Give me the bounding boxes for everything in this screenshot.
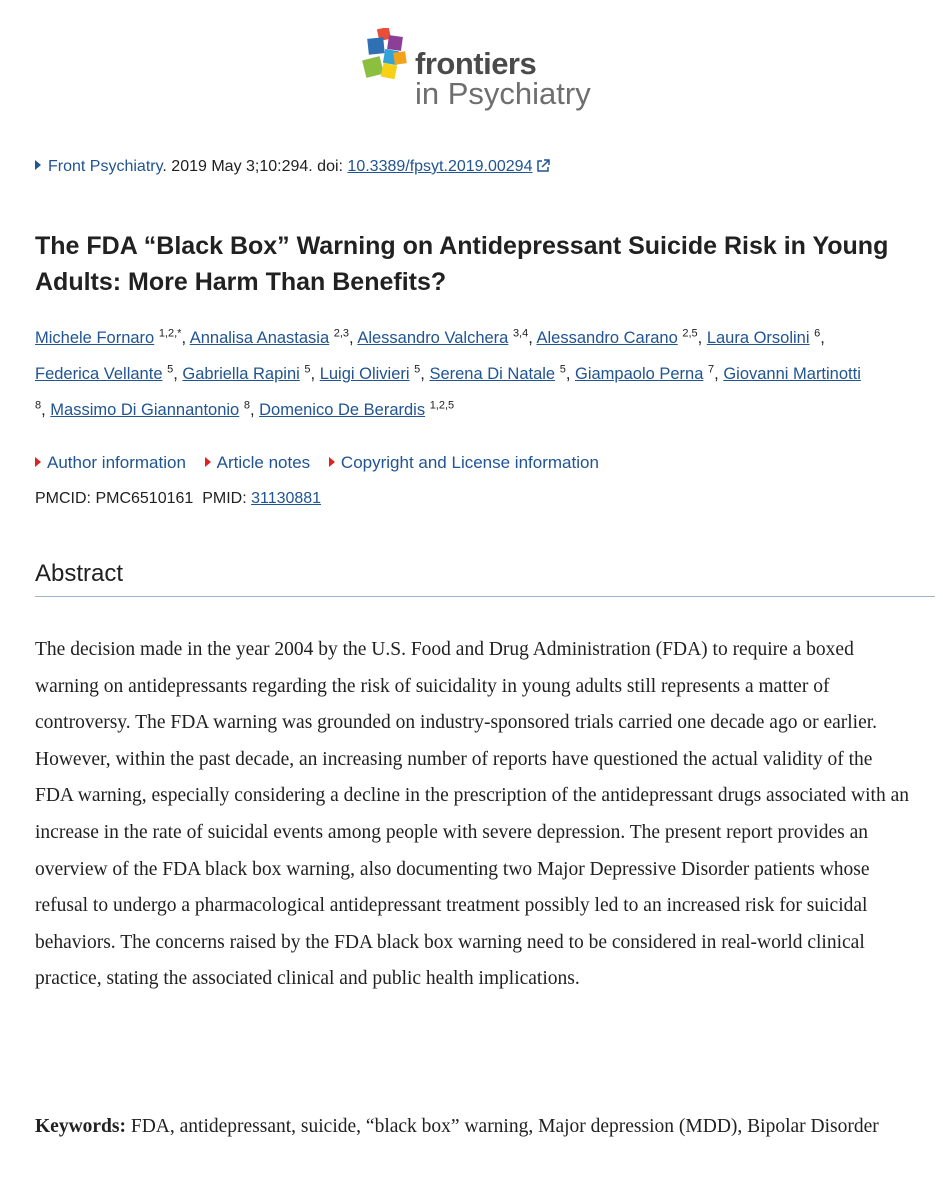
copyright-license-toggle[interactable] xyxy=(329,453,599,472)
affiliation-number: 8 xyxy=(35,399,42,412)
affiliation-number: 1,2,5 xyxy=(429,399,455,412)
copyright-license-label: Copyright and License information xyxy=(340,453,599,472)
article-info-links xyxy=(35,453,613,473)
author-link[interactable]: Laura Orsolini xyxy=(706,329,810,347)
external-link-icon[interactable] xyxy=(536,159,550,173)
pmcid: PMCID: PMC6510161 xyxy=(35,490,194,507)
article-title: The FDA “Black Box” Warning on Antidepressant Suicide Risk in Young Adults: More Harm Than Benefits? xyxy=(35,232,889,296)
caret-right-icon xyxy=(35,160,41,170)
affiliation-number: 5 xyxy=(414,363,421,376)
journal-link[interactable]: Front Psychiatry xyxy=(48,158,163,175)
article-identifiers xyxy=(35,490,321,508)
keywords xyxy=(35,1109,915,1146)
affiliation-number: 8 xyxy=(243,399,250,412)
affiliation-number: 2,5 xyxy=(682,327,698,340)
author-list: Michele Fornaro $^{1,2,*}$, Annalisa Anastasia $^{2,3}$, Alessandro Valchera $^{3,4}$, Alessandro Carano $^{2,5}$, Laura Orsolini $^6$, Federica Vellante $^5$, Gabriella Rapini $^5$, Luigi Olivieri $^5$, Serena Di Natale $^5$, Giampaolo Perna $^7$, Giovanni Martinotti $^8$, Massimo Di Giannantonio $^8$, Domenico De Berardis $^{1,2,5}$ xyxy=(35,327,861,419)
article-notes-label: Article notes xyxy=(216,453,311,472)
affiliation-number: 6 xyxy=(814,327,821,340)
affiliation-number: 5 xyxy=(167,363,174,376)
author-link[interactable]: Giampaolo Perna xyxy=(575,365,704,383)
author-link[interactable]: Domenico De Berardis xyxy=(259,401,426,419)
caret-right-icon xyxy=(35,457,41,467)
keywords-label: Keywords: xyxy=(35,1116,126,1137)
caret-right-icon xyxy=(205,457,211,467)
affiliation-number: 3,4 xyxy=(512,327,529,340)
abstract-text: The decision made in the year 2004 by the U.S. Food and Drug Administration (FDA) to require a boxed warning on antidepressants regarding the risk of suicidality in young adults still represents a matter of controversy. The FDA warning was grounded on industry-sponsored trials carried one decade ago or earlier. However, within the past decade, an increasing number of reports have questioned the actual validity of the FDA warning, especially considering a decline in the prescription of the antidepressant drugs associated with an increase in the rate of suicidal events among people with severe depression. The present report provides an overview of the FDA black box warning, also documenting two Major Depressive Disorder patients whose refusal to undergo a pharmacological antidepressant treatment possibly led to an increased risk for suicidal behaviors. The concerns raised by the FDA black box warning need to be considered in real-world clinical practice, stating the associated clinical and public health implications. xyxy=(35,639,910,990)
affiliation-number: 5 xyxy=(559,363,566,376)
citation-line xyxy=(35,158,550,176)
affiliation-number: 1,2,* xyxy=(158,327,182,340)
author-link[interactable]: Giovanni Martinotti xyxy=(723,365,861,383)
author-link[interactable]: Alessandro Valchera xyxy=(357,329,509,347)
article-notes-toggle[interactable] xyxy=(205,453,311,472)
affiliation-number: 5 xyxy=(304,363,311,376)
author-link[interactable]: Michele Fornaro xyxy=(35,329,155,347)
logo-word-journal: in Psychiatry xyxy=(415,76,591,111)
author-link[interactable]: Luigi Olivieri xyxy=(319,365,410,383)
journal-logo xyxy=(360,28,620,118)
frontiers-logo-icon xyxy=(360,28,408,84)
doi-link[interactable]: 10.3389/fpsyt.2019.00294 xyxy=(347,158,533,175)
author-link[interactable]: Federica Vellante xyxy=(35,365,163,383)
pmid-link[interactable]: 31130881 xyxy=(251,490,322,507)
author-link[interactable]: Gabriella Rapini xyxy=(182,365,300,383)
author-link[interactable]: Serena Di Natale xyxy=(429,365,556,383)
logo-word-frontiers: frontiers xyxy=(415,46,537,81)
caret-right-icon xyxy=(329,457,335,467)
section-divider xyxy=(35,596,935,597)
affiliation-number: 2,3 xyxy=(333,327,350,340)
pmid-label: PMID: xyxy=(202,490,252,507)
author-link[interactable]: Alessandro Carano xyxy=(536,329,678,347)
affiliation-number: 7 xyxy=(708,363,715,376)
author-information-toggle[interactable] xyxy=(35,453,186,472)
author-information-label: Author information xyxy=(47,453,186,472)
author-link[interactable]: Massimo Di Giannantonio xyxy=(50,401,240,419)
abstract-heading: Abstract xyxy=(35,560,124,587)
citation-details: . 2019 May 3;10:294. doi: xyxy=(162,158,348,175)
keywords-list: FDA, antidepressant, suicide, “black box” warning, Major depression (MDD), Bipolar Disorder xyxy=(126,1116,879,1137)
author-link[interactable]: Annalisa Anastasia xyxy=(189,329,330,347)
